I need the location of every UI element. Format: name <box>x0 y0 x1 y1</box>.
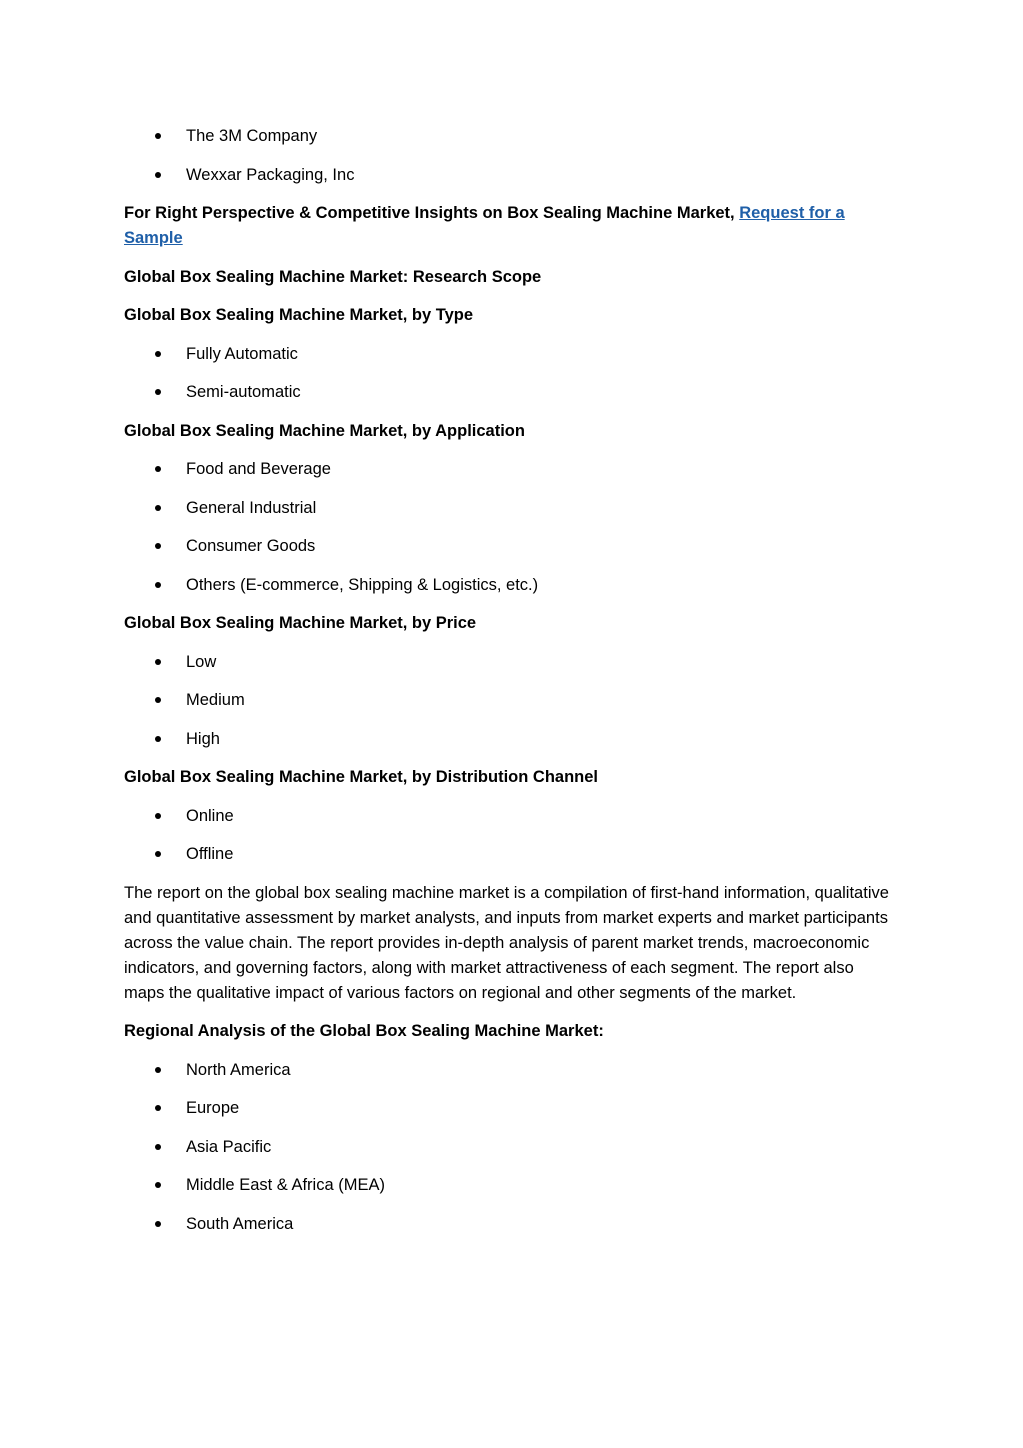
bullet-icon <box>155 582 161 588</box>
list-item-label: General Industrial <box>186 498 317 517</box>
list-item-label: Food and Beverage <box>186 460 331 478</box>
list-item <box>124 534 894 559</box>
list-item <box>124 1096 894 1121</box>
list-item-label: North America <box>186 1060 291 1079</box>
list-item-label: Medium <box>186 691 245 709</box>
bullet-icon <box>155 736 161 742</box>
list-item-label: Asia Pacific <box>186 1137 272 1156</box>
bullet-icon <box>155 1067 161 1073</box>
application-list <box>124 457 894 598</box>
list-item <box>124 1212 894 1237</box>
distribution-list <box>124 804 894 868</box>
company-list <box>124 124 894 188</box>
list-item <box>124 124 894 149</box>
list-item-label: Europe <box>186 1099 240 1117</box>
list-item-label: High <box>186 729 220 748</box>
bullet-icon <box>155 1105 161 1111</box>
list-item-label: Semi-automatic <box>186 383 301 401</box>
list-item <box>124 163 894 188</box>
bullet-icon <box>155 133 161 139</box>
by-distribution-heading: Global Box Sealing Machine Market, by Distribution Channel <box>124 768 598 786</box>
regional-heading: Regional Analysis of the Global Box Sealing Machine Market: <box>124 1022 604 1040</box>
research-scope-heading: Global Box Sealing Machine Market: Research Scope <box>124 267 542 286</box>
list-item-label: South America <box>186 1214 294 1233</box>
list-item <box>124 804 894 829</box>
bullet-icon <box>155 1144 161 1150</box>
bullet-icon <box>155 697 161 703</box>
document-page <box>124 124 894 1250</box>
list-item-label: Offline <box>186 845 234 863</box>
by-application-heading: Global Box Sealing Machine Market, by Application <box>124 421 525 440</box>
list-item <box>124 727 894 752</box>
list-item <box>124 650 894 675</box>
cta-paragraph <box>124 201 894 251</box>
cta-text: For Right Perspective & Competitive Insights on Box Sealing Machine Market, <box>124 204 740 222</box>
list-item <box>124 688 894 713</box>
bullet-icon <box>155 659 161 665</box>
by-type-heading: Global Box Sealing Machine Market, by Type <box>124 306 474 324</box>
bullet-icon <box>155 1182 161 1188</box>
list-item-label: Fully Automatic <box>186 344 298 363</box>
list-item-label: Online <box>186 806 234 825</box>
price-list <box>124 650 894 752</box>
list-item-label: Middle East & Africa (MEA) <box>186 1176 385 1194</box>
request-sample-link[interactable]: Request for a Sample <box>124 204 845 247</box>
bullet-icon <box>155 505 161 511</box>
list-item-label: Consumer Goods <box>186 537 316 555</box>
list-item <box>124 573 894 598</box>
bullet-icon <box>155 466 161 472</box>
list-item <box>124 842 894 867</box>
bullet-icon <box>155 813 161 819</box>
list-item <box>124 342 894 367</box>
report-description: The report on the global box sealing machine market is a compilation of first-hand information, qualitative and quantitative assessment by market analysts, and inputs from market experts and market participants across the value chain. The report provides in-depth analysis of parent market trends, macroeconomic indicators, and governing factors, along with market attractiveness of each segment. The report also maps the qualitative impact of various factors on regional and other segments of the market. <box>124 883 889 1002</box>
bullet-icon <box>155 1221 161 1227</box>
bullet-icon <box>155 351 161 357</box>
bullet-icon <box>155 389 161 395</box>
list-item <box>124 1058 894 1083</box>
list-item-label: The 3M Company <box>186 127 318 145</box>
list-item-label: Wexxar Packaging, Inc <box>186 165 355 184</box>
bullet-icon <box>155 172 161 178</box>
list-item-label: Low <box>186 652 217 671</box>
list-item <box>124 496 894 521</box>
bullet-icon <box>155 543 161 549</box>
type-list <box>124 342 894 406</box>
regional-list <box>124 1058 894 1237</box>
list-item <box>124 457 894 482</box>
list-item <box>124 1135 894 1160</box>
bullet-icon <box>155 851 161 857</box>
list-item <box>124 1173 894 1198</box>
list-item-label: Others (E-commerce, Shipping & Logistics, etc.) <box>186 575 539 594</box>
by-price-heading: Global Box Sealing Machine Market, by Price <box>124 614 477 632</box>
list-item <box>124 380 894 405</box>
